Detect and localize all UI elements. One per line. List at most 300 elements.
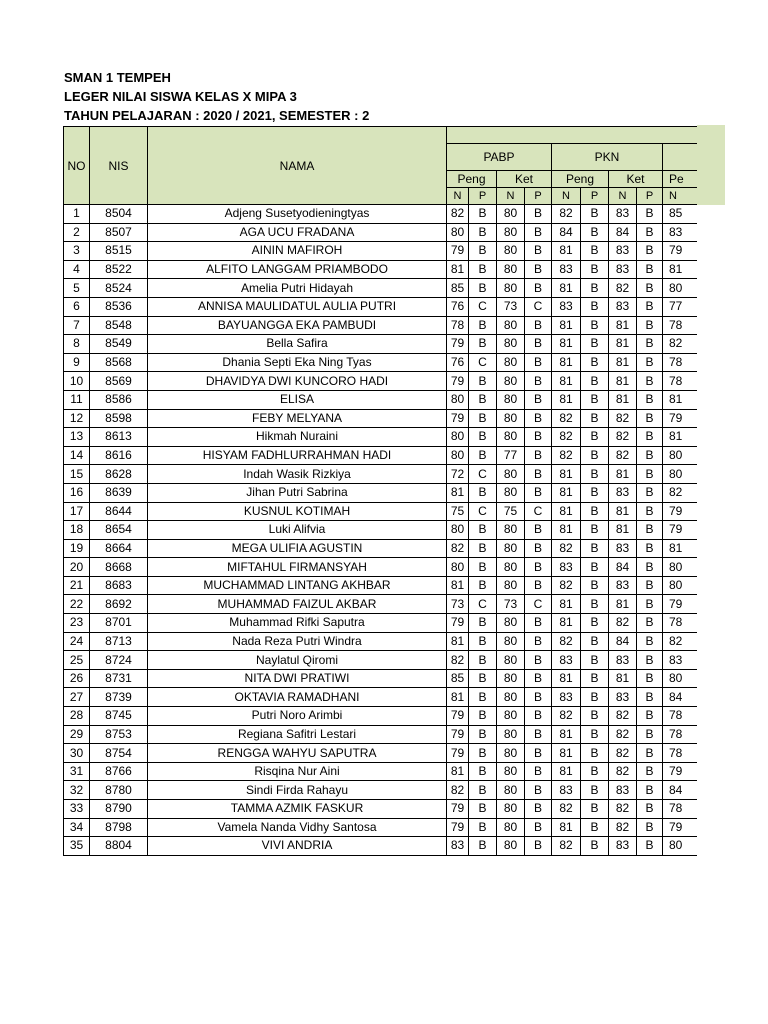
cell-no: 17 xyxy=(64,502,90,521)
cell-grade: B xyxy=(581,707,609,726)
cell-grade: 79 xyxy=(447,725,469,744)
cell-grade: 83 xyxy=(609,242,637,261)
cell-grade: 84 xyxy=(609,558,637,577)
cell-grade: 75 xyxy=(447,502,469,521)
cell-grade: 83 xyxy=(609,837,637,856)
cell-grade: B xyxy=(581,521,609,540)
cell-grade: B xyxy=(525,651,552,670)
cell-grade: B xyxy=(525,242,552,261)
cell-grade: 80 xyxy=(497,409,525,428)
cell-nis: 8804 xyxy=(90,837,148,856)
table-row xyxy=(64,521,698,540)
header-n: N xyxy=(609,188,637,205)
table-row xyxy=(64,614,698,633)
cell-grade: B xyxy=(469,260,497,279)
table-row xyxy=(64,242,698,261)
cell-nama: Putri Noro Arimbi xyxy=(148,707,447,726)
cell-grade: B xyxy=(525,707,552,726)
cell-grade: B xyxy=(525,744,552,763)
cell-grade: B xyxy=(637,353,663,372)
cell-grade: B xyxy=(581,688,609,707)
cell-grade: 80 xyxy=(497,762,525,781)
cell-grade: 81 xyxy=(552,316,581,335)
cell-grade: 85 xyxy=(663,205,698,224)
cell-no: 11 xyxy=(64,390,90,409)
cell-grade: B xyxy=(469,409,497,428)
cell-no: 2 xyxy=(64,223,90,242)
cell-grade: B xyxy=(637,205,663,224)
cell-grade: B xyxy=(637,502,663,521)
cell-no: 32 xyxy=(64,781,90,800)
cell-grade: B xyxy=(469,818,497,837)
cell-nama: Adjeng Susetyodieningtyas xyxy=(148,205,447,224)
cell-nama: HISYAM FADHLURRAHMAN HADI xyxy=(148,446,447,465)
cell-grade: 80 xyxy=(663,669,698,688)
cell-grade: B xyxy=(525,800,552,819)
cell-nama: ALFITO LANGGAM PRIAMBODO xyxy=(148,260,447,279)
cell-nama: MUCHAMMAD LINTANG AKHBAR xyxy=(148,576,447,595)
cell-nama: Luki Alifvia xyxy=(148,521,447,540)
cell-grade: B xyxy=(469,614,497,633)
cell-grade: B xyxy=(469,242,497,261)
cell-grade: B xyxy=(469,762,497,781)
cell-grade: B xyxy=(581,632,609,651)
document-title: LEGER NILAI SISWA KELAS X MIPA 3 xyxy=(64,89,297,104)
cell-grade: 81 xyxy=(552,335,581,354)
header-p: P xyxy=(581,188,609,205)
cell-grade: 80 xyxy=(663,279,698,298)
cell-no: 20 xyxy=(64,558,90,577)
cell-grade: 78 xyxy=(663,725,698,744)
cell-grade: 81 xyxy=(552,372,581,391)
cell-grade: 81 xyxy=(609,595,637,614)
cell-grade: 81 xyxy=(552,818,581,837)
cell-nama: AGA UCU FRADANA xyxy=(148,223,447,242)
cell-no: 6 xyxy=(64,297,90,316)
cell-grade: 78 xyxy=(663,800,698,819)
cell-grade: 82 xyxy=(663,632,698,651)
cell-nis: 8731 xyxy=(90,669,148,688)
cell-grade: 79 xyxy=(663,502,698,521)
cell-grade: B xyxy=(637,390,663,409)
cell-grade: 81 xyxy=(552,595,581,614)
cell-nis: 8780 xyxy=(90,781,148,800)
cell-grade: B xyxy=(581,353,609,372)
cell-grade: 79 xyxy=(663,595,698,614)
cell-nis: 8549 xyxy=(90,335,148,354)
cell-grade: B xyxy=(581,502,609,521)
cell-grade: 82 xyxy=(552,409,581,428)
cell-no: 21 xyxy=(64,576,90,595)
cell-grade: C xyxy=(469,297,497,316)
cell-grade: B xyxy=(637,260,663,279)
cell-grade: B xyxy=(581,762,609,781)
cell-grade: 75 xyxy=(497,502,525,521)
cell-grade: B xyxy=(581,781,609,800)
cell-no: 29 xyxy=(64,725,90,744)
cell-grade: 80 xyxy=(497,837,525,856)
table-row xyxy=(64,688,698,707)
cell-grade: 80 xyxy=(663,558,698,577)
cell-grade: B xyxy=(581,409,609,428)
cell-grade: 81 xyxy=(552,521,581,540)
cell-nis: 8766 xyxy=(90,762,148,781)
cell-grade: C xyxy=(469,353,497,372)
cell-grade: B xyxy=(581,335,609,354)
cell-grade: 80 xyxy=(497,818,525,837)
cell-grade: B xyxy=(469,390,497,409)
cell-grade: 82 xyxy=(609,744,637,763)
cell-grade: 82 xyxy=(552,837,581,856)
cell-grade: 85 xyxy=(447,279,469,298)
cell-grade: 82 xyxy=(609,409,637,428)
cell-grade: B xyxy=(525,781,552,800)
cell-grade: B xyxy=(581,558,609,577)
cell-grade: B xyxy=(469,279,497,298)
table-row xyxy=(64,483,698,502)
cell-grade: B xyxy=(637,335,663,354)
cell-no: 24 xyxy=(64,632,90,651)
cell-grade: 73 xyxy=(497,595,525,614)
cell-grade: 81 xyxy=(663,539,698,558)
cell-grade: C xyxy=(469,465,497,484)
cell-nis: 8628 xyxy=(90,465,148,484)
cell-grade: 82 xyxy=(609,279,637,298)
table-body xyxy=(64,205,698,856)
cell-grade: 83 xyxy=(609,539,637,558)
cell-grade: 82 xyxy=(447,781,469,800)
cell-grade: B xyxy=(469,316,497,335)
cell-nis: 8701 xyxy=(90,614,148,633)
cell-grade: 83 xyxy=(609,576,637,595)
cell-grade: 80 xyxy=(497,614,525,633)
cell-grade: 77 xyxy=(497,446,525,465)
cell-grade: 82 xyxy=(447,651,469,670)
cell-nis: 8522 xyxy=(90,260,148,279)
table-row xyxy=(64,837,698,856)
cell-grade: 80 xyxy=(497,651,525,670)
cell-grade: 82 xyxy=(552,428,581,447)
cell-no: 13 xyxy=(64,428,90,447)
cell-grade: B xyxy=(469,223,497,242)
cell-grade: 81 xyxy=(663,260,698,279)
cell-grade: 79 xyxy=(663,242,698,261)
cell-grade: 83 xyxy=(552,688,581,707)
cell-grade: B xyxy=(637,446,663,465)
cell-grade: B xyxy=(469,837,497,856)
cell-nama: Indah Wasik Rizkiya xyxy=(148,465,447,484)
cell-grade: 80 xyxy=(497,205,525,224)
cell-grade: 83 xyxy=(552,260,581,279)
header-subject-next xyxy=(663,144,698,171)
cell-grade: 84 xyxy=(609,632,637,651)
cell-grade: 81 xyxy=(552,502,581,521)
cell-nama: TAMMA AZMIK FASKUR xyxy=(148,800,447,819)
cell-grade: 78 xyxy=(663,372,698,391)
cell-nis: 8753 xyxy=(90,725,148,744)
cell-grade: B xyxy=(469,521,497,540)
cell-grade: 79 xyxy=(447,800,469,819)
cell-grade: 82 xyxy=(609,446,637,465)
cell-grade: 81 xyxy=(609,372,637,391)
cell-grade: B xyxy=(637,744,663,763)
cell-grade: 80 xyxy=(663,837,698,856)
cell-grade: 80 xyxy=(447,428,469,447)
table-header xyxy=(64,127,698,205)
cell-grade: B xyxy=(581,242,609,261)
cell-grade: B xyxy=(469,800,497,819)
cell-grade: B xyxy=(469,446,497,465)
cell-grade: B xyxy=(525,372,552,391)
cell-grade: B xyxy=(581,651,609,670)
cell-grade: 82 xyxy=(663,335,698,354)
cell-grade: 80 xyxy=(497,669,525,688)
cell-grade: B xyxy=(637,242,663,261)
table-row xyxy=(64,446,698,465)
cell-grade: B xyxy=(581,372,609,391)
cell-grade: B xyxy=(525,353,552,372)
cell-no: 14 xyxy=(64,446,90,465)
cell-nis: 8692 xyxy=(90,595,148,614)
cell-grade: B xyxy=(581,205,609,224)
cell-grade: B xyxy=(525,428,552,447)
cell-grade: B xyxy=(637,837,663,856)
cell-grade: 79 xyxy=(447,818,469,837)
cell-grade: 80 xyxy=(497,353,525,372)
cell-grade: B xyxy=(637,669,663,688)
cell-nama: Naylatul Qiromi xyxy=(148,651,447,670)
cell-grade: 80 xyxy=(497,725,525,744)
cell-no: 8 xyxy=(64,335,90,354)
cell-grade: 79 xyxy=(447,242,469,261)
cell-grade: 81 xyxy=(552,279,581,298)
cell-nis: 8724 xyxy=(90,651,148,670)
cell-nis: 8644 xyxy=(90,502,148,521)
cell-nama: Jihan Putri Sabrina xyxy=(148,483,447,502)
cell-grade: B xyxy=(581,800,609,819)
cell-grade: 79 xyxy=(447,744,469,763)
cell-grade: B xyxy=(637,297,663,316)
cell-nama: NITA DWI PRATIWI xyxy=(148,669,447,688)
cell-no: 3 xyxy=(64,242,90,261)
cell-grade: 83 xyxy=(609,483,637,502)
cell-nama: BAYUANGGA EKA PAMBUDI xyxy=(148,316,447,335)
cell-grade: B xyxy=(581,595,609,614)
cell-grade: 83 xyxy=(609,781,637,800)
cell-grade: 73 xyxy=(497,297,525,316)
table-row xyxy=(64,335,698,354)
cell-grade: 82 xyxy=(552,446,581,465)
cell-grade: B xyxy=(581,576,609,595)
cell-nis: 8745 xyxy=(90,707,148,726)
cell-grade: 81 xyxy=(447,576,469,595)
cell-no: 28 xyxy=(64,707,90,726)
cell-nis: 8536 xyxy=(90,297,148,316)
cell-grade: 83 xyxy=(663,651,698,670)
table-row xyxy=(64,297,698,316)
cell-grade: 81 xyxy=(663,428,698,447)
cell-grade: B xyxy=(637,409,663,428)
cell-grade: 81 xyxy=(552,465,581,484)
cell-grade: 80 xyxy=(497,707,525,726)
header-n: N xyxy=(497,188,525,205)
cell-grade: 85 xyxy=(447,669,469,688)
cell-grade: 80 xyxy=(497,688,525,707)
cell-grade: B xyxy=(581,818,609,837)
cell-grade: B xyxy=(581,316,609,335)
cell-grade: 82 xyxy=(609,428,637,447)
school-name: SMAN 1 TEMPEH xyxy=(64,70,171,85)
cell-no: 35 xyxy=(64,837,90,856)
header-n: N xyxy=(552,188,581,205)
cell-grade: B xyxy=(581,725,609,744)
cell-grade: B xyxy=(469,558,497,577)
cell-no: 27 xyxy=(64,688,90,707)
cell-grade: B xyxy=(581,428,609,447)
cell-grade: 83 xyxy=(609,297,637,316)
cell-grade: 80 xyxy=(663,446,698,465)
cell-grade: B xyxy=(581,539,609,558)
table-row xyxy=(64,595,698,614)
cell-grade: 84 xyxy=(552,223,581,242)
cell-grade: 83 xyxy=(552,651,581,670)
cell-no: 25 xyxy=(64,651,90,670)
cell-grade: 80 xyxy=(497,521,525,540)
cell-no: 4 xyxy=(64,260,90,279)
table-row xyxy=(64,390,698,409)
cell-nis: 8798 xyxy=(90,818,148,837)
cell-no: 34 xyxy=(64,818,90,837)
header-subject-pkn: PKN xyxy=(552,144,663,171)
document-header xyxy=(64,68,369,125)
table-row xyxy=(64,707,698,726)
cell-grade: 73 xyxy=(447,595,469,614)
cell-grade: B xyxy=(525,669,552,688)
cell-grade: 83 xyxy=(552,781,581,800)
header-no: NO xyxy=(64,127,90,205)
cell-grade: B xyxy=(637,465,663,484)
cell-grade: 79 xyxy=(447,409,469,428)
cell-nama: AININ MAFIROH xyxy=(148,242,447,261)
cell-grade: B xyxy=(637,725,663,744)
cell-grade: C xyxy=(525,595,552,614)
cell-grade: B xyxy=(525,818,552,837)
cell-grade: B xyxy=(581,483,609,502)
cell-grade: 78 xyxy=(663,707,698,726)
cell-grade: B xyxy=(581,614,609,633)
cell-grade: 78 xyxy=(663,316,698,335)
table-row xyxy=(64,632,698,651)
cell-grade: B xyxy=(581,390,609,409)
cell-grade: 82 xyxy=(663,483,698,502)
cell-nis: 8683 xyxy=(90,576,148,595)
cell-nis: 8639 xyxy=(90,483,148,502)
cell-grade: 80 xyxy=(497,576,525,595)
header-n xyxy=(663,188,698,205)
cell-grade: 81 xyxy=(609,316,637,335)
cell-no: 22 xyxy=(64,595,90,614)
cell-nama: VIVI ANDRIA xyxy=(148,837,447,856)
cell-grade: B xyxy=(581,744,609,763)
cell-grade: B xyxy=(581,223,609,242)
cell-grade: B xyxy=(469,744,497,763)
cell-no: 10 xyxy=(64,372,90,391)
cell-grade: 80 xyxy=(497,279,525,298)
cell-grade: 82 xyxy=(447,205,469,224)
cell-grade: B xyxy=(637,279,663,298)
cell-grade: B xyxy=(525,446,552,465)
cell-grade: B xyxy=(525,632,552,651)
cell-grade: B xyxy=(525,335,552,354)
header-pkn-peng: Peng xyxy=(552,171,609,188)
table-row xyxy=(64,409,698,428)
cell-grade: 82 xyxy=(552,800,581,819)
cell-grade: 81 xyxy=(552,614,581,633)
cell-grade: C xyxy=(525,297,552,316)
cell-grade: 83 xyxy=(552,558,581,577)
cell-grade: 80 xyxy=(497,390,525,409)
cell-grade: 80 xyxy=(497,372,525,391)
header-next-peng-label: Pe xyxy=(669,172,684,186)
cell-grade: 80 xyxy=(447,521,469,540)
cell-nis: 8790 xyxy=(90,800,148,819)
cell-grade: 80 xyxy=(497,744,525,763)
header-subject-pabp: PABP xyxy=(447,144,552,171)
cell-nama: Vamela Nanda Vidhy Santosa xyxy=(148,818,447,837)
cell-nis: 8668 xyxy=(90,558,148,577)
cell-nama: OKTAVIA RAMADHANI xyxy=(148,688,447,707)
cell-no: 26 xyxy=(64,669,90,688)
cell-grade: C xyxy=(469,502,497,521)
header-next-peng xyxy=(663,171,698,188)
cell-grade: B xyxy=(581,446,609,465)
cell-grade: B xyxy=(469,632,497,651)
cell-grade: 80 xyxy=(497,260,525,279)
cell-grade: B xyxy=(525,316,552,335)
cell-grade: B xyxy=(469,781,497,800)
header-nis: NIS xyxy=(90,127,148,205)
cell-nama: ANNISA MAULIDATUL AULIA PUTRI xyxy=(148,297,447,316)
cell-grade: B xyxy=(581,837,609,856)
table-row xyxy=(64,539,698,558)
cell-grade: 82 xyxy=(609,614,637,633)
header-n: N xyxy=(447,188,469,205)
cell-grade: B xyxy=(637,558,663,577)
cell-grade: 81 xyxy=(552,483,581,502)
cell-grade: 81 xyxy=(609,669,637,688)
cell-grade: B xyxy=(637,428,663,447)
cell-grade: 79 xyxy=(447,614,469,633)
cell-grade: 79 xyxy=(663,818,698,837)
cell-grade: 80 xyxy=(497,223,525,242)
cell-grade: 83 xyxy=(609,651,637,670)
leger-table-frame xyxy=(63,126,697,856)
table-row xyxy=(64,372,698,391)
cell-grade: 83 xyxy=(447,837,469,856)
table-row xyxy=(64,651,698,670)
cell-no: 1 xyxy=(64,205,90,224)
cell-nama: Risqina Nur Aini xyxy=(148,762,447,781)
cell-grade: 79 xyxy=(447,335,469,354)
cell-nis: 8664 xyxy=(90,539,148,558)
cell-grade: 81 xyxy=(552,762,581,781)
cell-grade: 82 xyxy=(609,725,637,744)
grades-table xyxy=(63,126,697,856)
cell-grade: 80 xyxy=(447,558,469,577)
cell-grade: B xyxy=(637,632,663,651)
cell-nis: 8569 xyxy=(90,372,148,391)
cell-grade: B xyxy=(637,372,663,391)
